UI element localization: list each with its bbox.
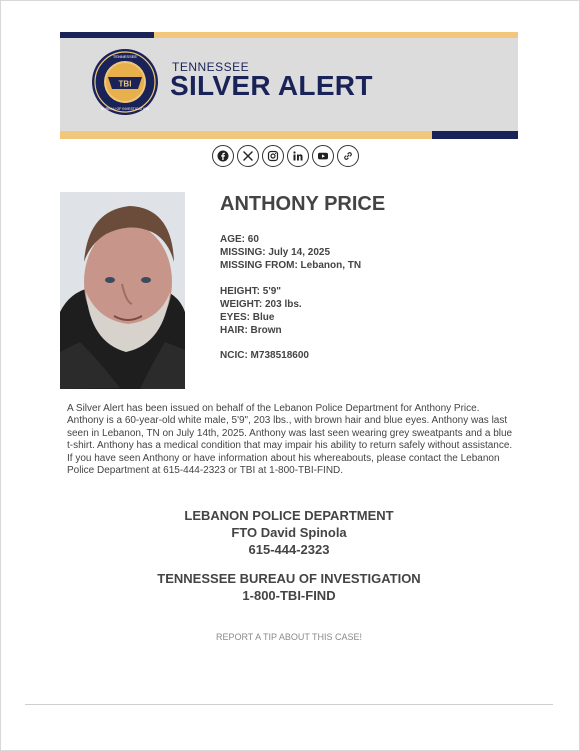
link-icon[interactable]: [337, 145, 359, 167]
linkedin-icon[interactable]: [287, 145, 309, 167]
report-tip-link[interactable]: REPORT A TIP ABOUT THIS CASE!: [215, 632, 363, 642]
x-icon[interactable]: [237, 145, 259, 167]
eyes-field: EYES: Blue: [220, 312, 275, 324]
footer-divider: [25, 704, 553, 705]
tbi-phone: 1-800-TBI-FIND: [242, 588, 336, 603]
social-links: [212, 145, 359, 167]
ncic-field: NCIC: M738518600: [220, 350, 309, 362]
police-phone: 615-444-2323: [248, 542, 330, 557]
age-field: AGE: 60: [220, 234, 259, 245]
person-details: [220, 233, 361, 363]
officer-name: FTO David Spinola: [231, 525, 347, 540]
facebook-icon[interactable]: [212, 145, 234, 167]
height-field: HEIGHT: 5'9": [220, 285, 282, 297]
svg-text:TBI: TBI: [118, 79, 132, 89]
missing-date-field: MISSING: July 14, 2025: [220, 247, 331, 259]
banner-stripe-gold-bottom: [60, 131, 432, 139]
banner-stripe-navy-bottom: [432, 131, 518, 139]
banner-state: TENNESSEE: [172, 60, 250, 74]
youtube-icon[interactable]: [312, 145, 334, 167]
police-contact: [60, 507, 518, 558]
instagram-icon[interactable]: [262, 145, 284, 167]
svg-text:TENNESSEE: TENNESSEE: [112, 54, 138, 59]
tbi-seal-logo: [90, 47, 160, 117]
hair-field: HAIR: Brown: [220, 325, 282, 337]
person-name: ANTHONY PRICE: [220, 193, 386, 215]
alert-description: A Silver Alert has been issued on behalf of the Lebanon Police Department for Anthony Price. Anthony is a 60-year-old white male, 5'9", 203 lbs., with brown hair and blue eyes. Anthony was last seen in Lebanon, TN on July 14th, 2025. Anthony was last seen wearing grey sweatpants and a blue t-shirt. Anthony has a medical condition that may impair his ability to return safely without assistance. If you have seen Anthony or have information about his whereabouts, please contact the Lebanon Police Department at 615-444-2323 or TBI at 1-800-TBI-FIND.: [67, 403, 513, 477]
banner-title: SILVER ALERT: [170, 70, 373, 101]
svg-text:BUREAU OF INVESTIGATION: BUREAU OF INVESTIGATION: [100, 107, 150, 111]
weight-field: WEIGHT: 203 lbs.: [220, 298, 302, 310]
police-agency: LEBANON POLICE DEPARTMENT: [184, 508, 394, 523]
missing-from-field: MISSING FROM: Lebanon, TN: [220, 260, 362, 272]
silver-alert-banner: [60, 32, 518, 139]
tbi-agency: TENNESSEE BUREAU OF INVESTIGATION: [157, 571, 421, 586]
missing-person-photo: [60, 192, 185, 389]
tbi-contact: [60, 570, 518, 604]
